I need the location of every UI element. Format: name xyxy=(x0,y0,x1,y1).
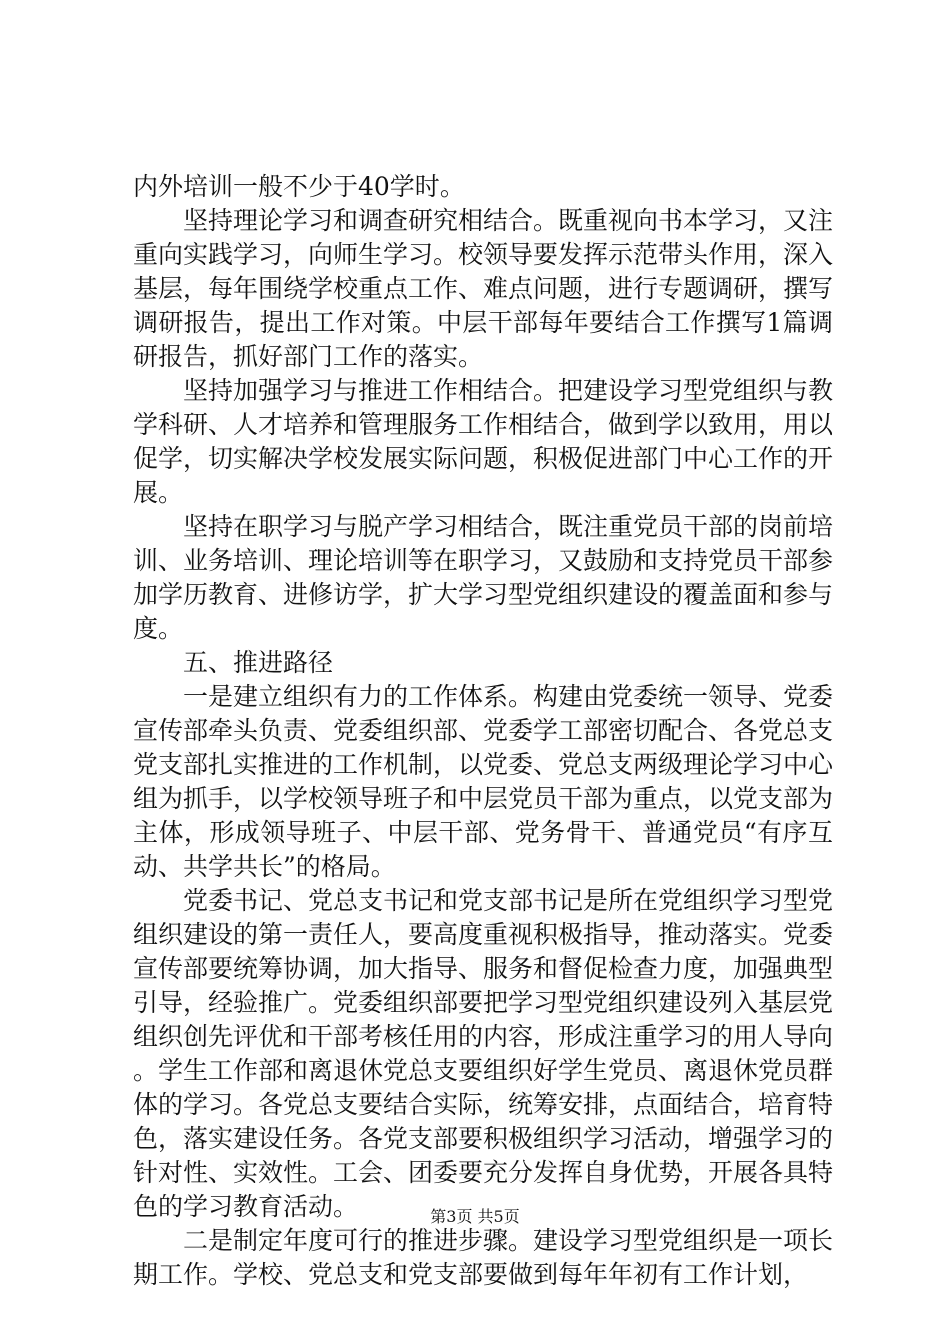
paragraph-onjob-offjob: 坚持在职学习与脱产学习相结合，既注重党员干部的岗前培训、业务培训、理论培训等在职学习，又鼓励和支持党员干部参加学历教育、进修访学，扩大学习型党组织建设的覆盖面和参与度。 xyxy=(133,512,834,643)
paragraph-work-system: 一是建立组织有力的工作体系。构建由党委统一领导、党委宣传部牵头负责、党委组织部、党委学工部密切配合、各党总支党支部扎实推进的工作机制，以党委、党总支两级理论学习中心组为抓手，以学校领导班子和中层党员干部为重点，以党支部为主体，形成领导班子、中层干部、党务骨干、普通党员“有序互动、共学共长”的格局。 xyxy=(133,682,834,881)
paragraph-continuation: 内外培训一般不少于40学时。 xyxy=(133,172,465,201)
document-body xyxy=(133,170,833,1292)
paragraph-responsibility: 党委书记、党总支书记和党支部书记是所在党组织学习型党组织建设的第一责任人，要高度重视积极指导，推动落实。党委宣传部要统筹协调，加大指导、服务和督促检查力度，加强典型引导，经验推广。党委组织部要把学习型党组织建设列入基层党组织创先评优和干部考核任用的内容，形成注重学习的用人导向。学生工作部和离退休党总支要组织好学生党员、离退休党员群体的学习。各党总支要结合实际，统筹安排，点面结合，培育特色，落实建设任务。各党支部要积极组织学习活动，增强学习的针对性、实效性。工会、团委要充分发挥自身优势，开展各具特色的学习教育活动。 xyxy=(133,886,834,1221)
section-heading-path: 五、推进路径 xyxy=(183,648,334,677)
paragraph-annual-steps: 二是制定年度可行的推进步骤。建设学习型党组织是一项长期工作。学校、党总支和党支部要做到每年年初有工作计划， xyxy=(133,1226,834,1289)
paragraph-study-work: 坚持加强学习与推进工作相结合。把建设学习型党组织与教学科研、人才培养和管理服务工作相结合，做到学以致用，用以促学，切实解决学校发展实际问题，积极促进部门中心工作的开展。 xyxy=(133,376,834,507)
page-number-footer: 第3页 共5页 xyxy=(430,1207,520,1226)
paragraph-theory-research: 坚持理论学习和调查研究相结合。既重视向书本学习，又注重向实践学习，向师生学习。校领导要发挥示范带头作用，深入基层，每年围绕学校重点工作、难点问题，进行专题调研，撰写调研报告，提出工作对策。中层干部每年要结合工作撰写1篇调研报告，抓好部门工作的落实。 xyxy=(133,206,834,371)
